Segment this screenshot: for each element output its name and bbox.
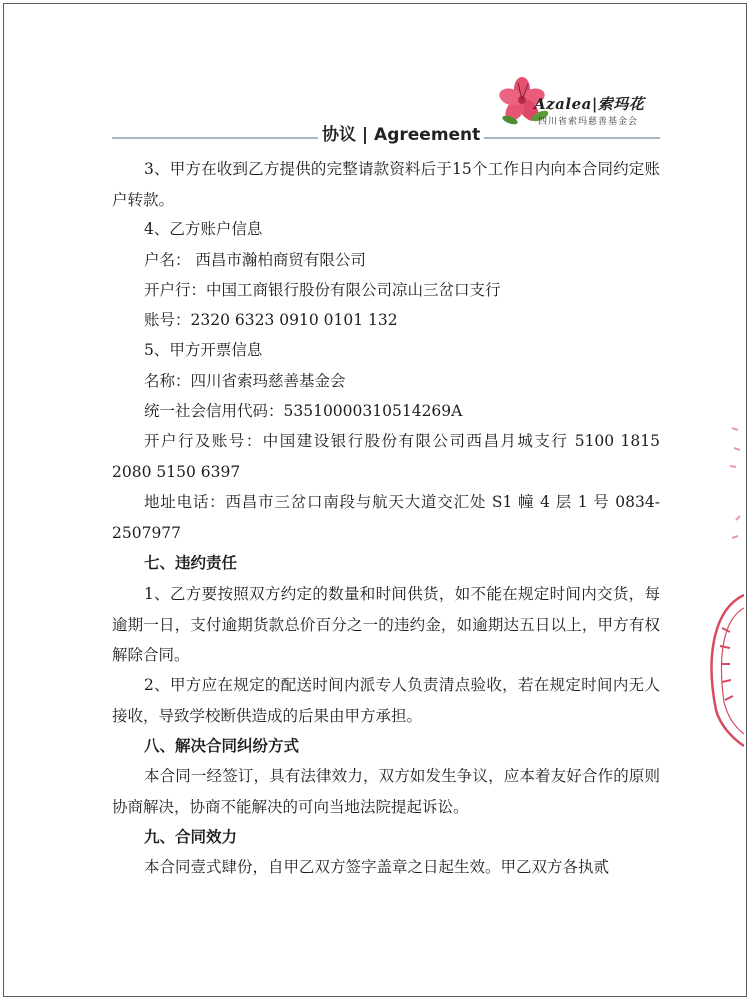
seal-stamp-fragment bbox=[692, 420, 744, 750]
section-7-title: 七、违约责任 bbox=[144, 553, 238, 572]
section-7-paragraph-2: 2、甲方应在规定的配送时间内派专人负责清点验收，若在规定时间内无人接收，导致学校断供造成的后果由甲方承担。 bbox=[112, 676, 660, 725]
section-8-paragraph: 本合同一经签订，具有法律效力，双方如发生争议，应本着友好合作的原则协商解决，协商不能解决的可向当地法院提起诉讼。 bbox=[112, 767, 660, 816]
clause-3: 3、甲方在收到乙方提供的完整请款资料后于15个工作日内向本合同约定账户转款。 bbox=[112, 160, 660, 209]
clause-5-title: 5、甲方开票信息 bbox=[144, 341, 263, 359]
address-phone: 地址电话：西昌市三岔口南段与航天大道交汇处 S1 幢 4 层 1 号 0834-2507977 bbox=[112, 493, 660, 542]
credit-code: 统一社会信用代码：53510000310514269A bbox=[144, 402, 463, 420]
invoice-name: 名称：四川省索玛慈善基金会 bbox=[144, 372, 346, 390]
clause-4-title: 4、乙方账户信息 bbox=[144, 220, 263, 238]
section-9-paragraph: 本合同壹式肆份，自甲乙双方签字盖章之日起生效。甲乙双方各执贰 bbox=[144, 858, 610, 876]
section-8-title: 八、解决合同纠纷方式 bbox=[144, 736, 300, 755]
logo-name: Azalea|索玛花 bbox=[534, 95, 645, 113]
logo-subtitle: 四川省索玛慈善基金会 bbox=[538, 117, 639, 127]
section-9-title: 九、合同效力 bbox=[144, 827, 238, 846]
section-7-paragraph-1: 1、乙方要按照双方约定的数量和时间供货，如不能在规定时间内交货，每逾期一日，支付逾期货款总价百分之一的违约金，如逾期达五日以上，甲方有权解除合同。 bbox=[112, 585, 660, 664]
bank-branch: 开户行：中国工商银行股份有限公司凉山三岔口支行 bbox=[144, 281, 501, 299]
foundation-logo bbox=[496, 76, 666, 128]
account-number: 账号：2320 6323 0910 0101 132 bbox=[144, 311, 398, 329]
header-title: 协议 | Agreement bbox=[318, 120, 484, 145]
bank-and-account: 开户行及账号：中国建设银行股份有限公司西昌月城支行 5100 1815 2080 5150 6397 bbox=[112, 432, 660, 481]
account-name: 户名： 西昌市瀚柏商贸有限公司 bbox=[144, 251, 366, 269]
